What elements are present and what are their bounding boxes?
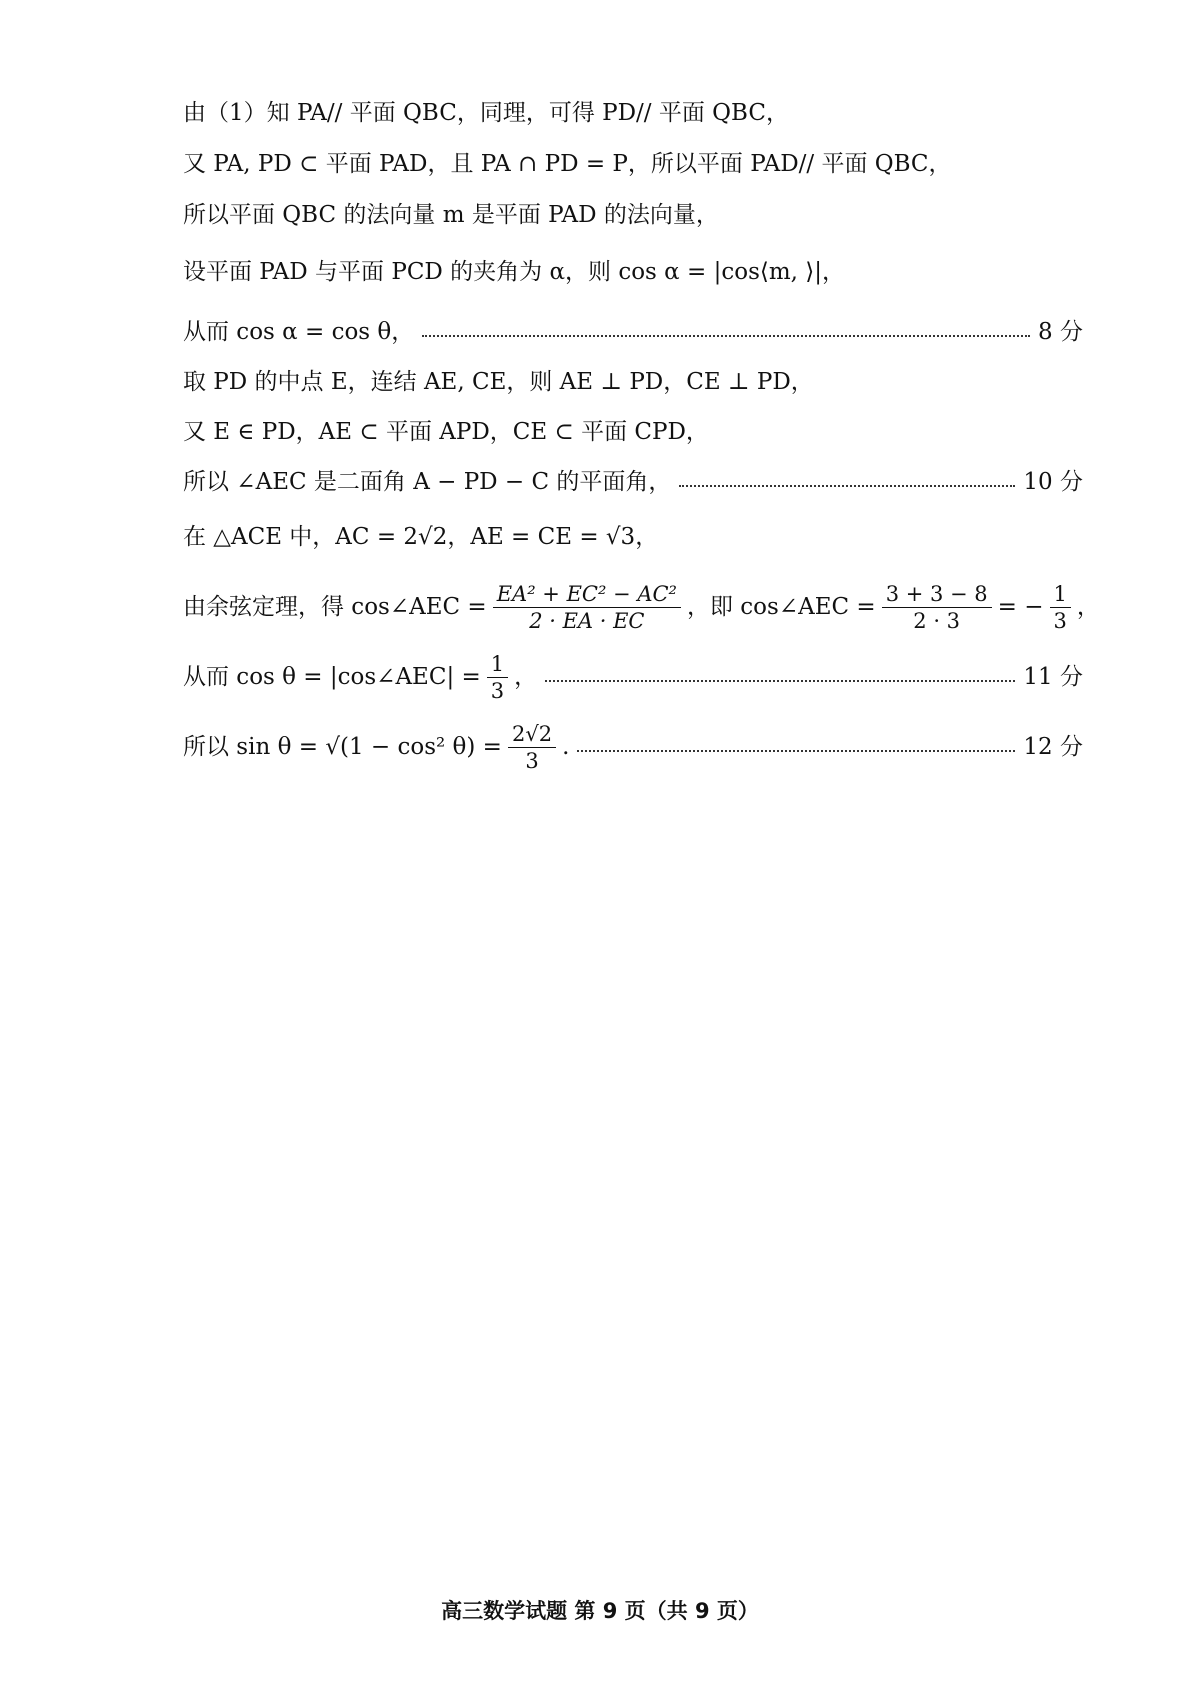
line-text: ，即 cos∠AEC = bbox=[686, 594, 876, 620]
cos-theta-fraction bbox=[487, 651, 508, 704]
line-text: 又 PA, PD ⊂ 平面 PAD，且 PA ∩ PD = P，所以平面 PAD// 平面 QBC， bbox=[183, 151, 952, 177]
score-label: 8 分 bbox=[1038, 319, 1083, 345]
solution-line-8 bbox=[183, 465, 1083, 499]
line-text: 从而 cos θ = |cos∠AEC| = bbox=[183, 664, 481, 690]
line-text: 又 E ∈ PD，AE ⊂ 平面 APD，CE ⊂ 平面 CPD， bbox=[183, 419, 709, 445]
line-text: 由（1）知 PA// 平面 QBC，同理，可得 PD// 平面 QBC， bbox=[183, 100, 789, 126]
fraction-numerator: EA² + EC² − AC² bbox=[493, 581, 681, 608]
line-text: = − bbox=[997, 594, 1044, 620]
line-text: 设平面 PAD 与平面 PCD 的夹角为 α，则 cos α = |cos⟨m, ⟩|， bbox=[183, 259, 846, 285]
line-text: 取 PD 的中点 E，连结 AE, CE，则 AE ⊥ PD，CE ⊥ PD， bbox=[183, 369, 814, 395]
score-label: 10 分 bbox=[1023, 469, 1083, 495]
fraction-denominator: 3 bbox=[1053, 608, 1067, 633]
line-text: 从而 cos α = cos θ， bbox=[183, 319, 415, 345]
solution-line-10 bbox=[183, 575, 1100, 639]
fraction-numerator: 3 + 3 − 8 bbox=[882, 581, 992, 608]
solution-line-11 bbox=[183, 645, 1083, 709]
solution-line-2 bbox=[183, 147, 1083, 181]
solution-line-9 bbox=[183, 520, 1083, 554]
fraction-numerator: 1 bbox=[1050, 581, 1071, 608]
solution-line-12 bbox=[183, 715, 1083, 779]
fraction-denominator: 2 · 3 bbox=[913, 608, 961, 633]
score-label: 11 分 bbox=[1023, 664, 1083, 690]
fraction-numerator: 2√2 bbox=[508, 721, 556, 748]
law-of-cosines-fraction bbox=[493, 581, 681, 634]
sin-theta-fraction bbox=[508, 721, 556, 774]
page-footer: 高三数学试题 第 9 页（共 9 页） bbox=[441, 1599, 759, 1623]
leader-dots bbox=[577, 748, 1015, 752]
line-text: . bbox=[562, 734, 570, 760]
line-text: ， bbox=[1076, 594, 1100, 620]
line-text: 所以 ∠AEC 是二面角 A − PD − C 的平面角， bbox=[183, 469, 672, 495]
leader-dots bbox=[679, 483, 1015, 487]
fraction-denominator: 3 bbox=[490, 678, 505, 703]
fraction-denominator: 3 bbox=[525, 748, 539, 773]
line-text: 在 △ACE 中，AC = 2√2，AE = CE = √3， bbox=[183, 524, 659, 550]
solution-line-5 bbox=[183, 315, 1083, 349]
solution-line-6 bbox=[183, 365, 1083, 399]
leader-dots bbox=[545, 678, 1015, 682]
solution-line-1 bbox=[183, 96, 1083, 130]
numeric-fraction bbox=[882, 581, 992, 634]
solution-line-3 bbox=[183, 198, 1083, 232]
fraction-numerator: 1 bbox=[487, 651, 508, 678]
result-fraction bbox=[1050, 581, 1071, 634]
leader-dots bbox=[422, 333, 1030, 337]
line-text: 所以 sin θ = √(1 − cos² θ) = bbox=[183, 734, 502, 760]
solution-line-4 bbox=[183, 255, 1083, 289]
fraction-denominator: 2 · EA · EC bbox=[529, 608, 645, 633]
line-text: ， bbox=[514, 664, 538, 690]
line-text: 所以平面 QBC 的法向量 m 是平面 PAD 的法向量， bbox=[183, 202, 719, 228]
line-text: 由余弦定理，得 cos∠AEC = bbox=[183, 594, 487, 620]
score-label: 12 分 bbox=[1023, 734, 1083, 760]
solution-line-7 bbox=[183, 415, 1083, 449]
